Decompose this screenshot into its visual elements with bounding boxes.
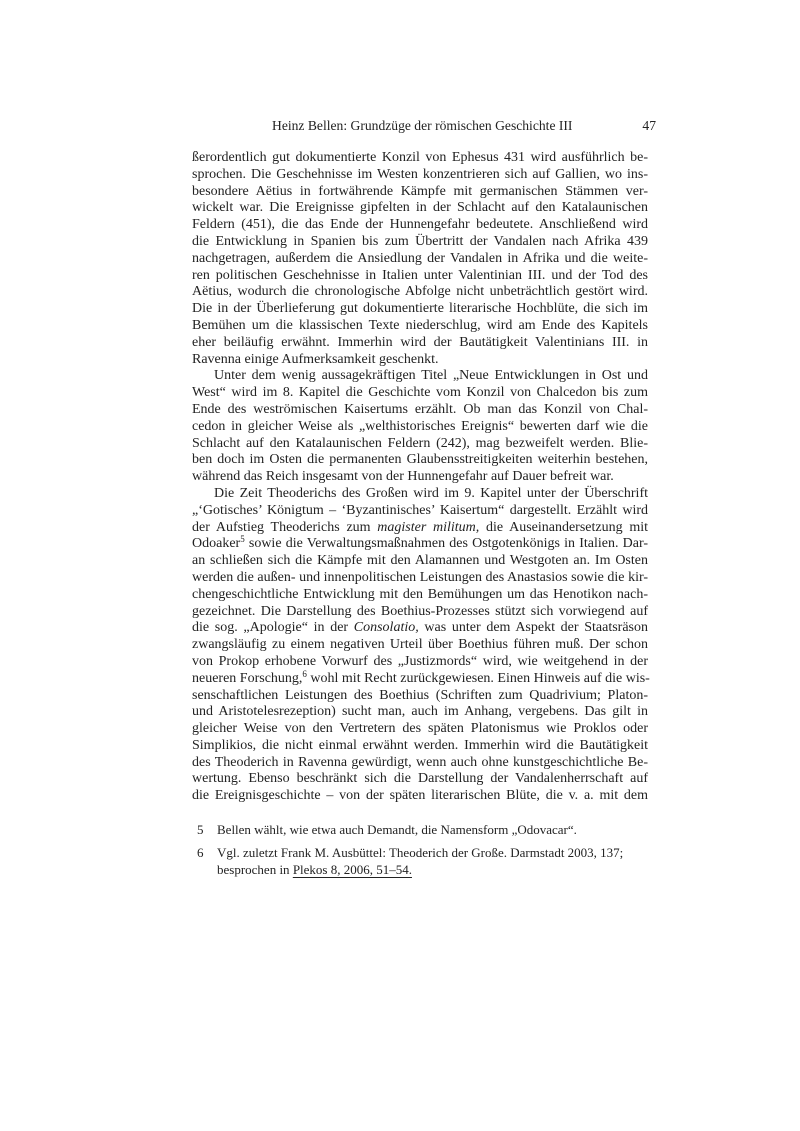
text-segment: cedon in gleicher Weise als „welthistorisches Ereignis“ bewerten darf wie die — [192, 418, 648, 434]
footnote-6 — [192, 844, 648, 878]
text-line — [192, 570, 648, 587]
text-line — [192, 436, 648, 453]
text-segment: Unter dem wenig aussagekräftigen Titel „Neue Entwicklungen in Ost und — [214, 368, 648, 384]
footnotes — [192, 821, 648, 878]
text-line — [192, 284, 648, 301]
text-segment: Ende des weströmischen Kaisertums erzählt. Ob man das Konzil von Chal- — [192, 401, 648, 417]
header-title: Heinz Bellen: Grundzüge der römischen Geschichte III — [272, 118, 573, 133]
text-line — [192, 704, 648, 721]
text-line — [192, 536, 648, 553]
text-line — [192, 688, 648, 705]
text-segment: sprochen. Die Geschehnisse im Westen konzentrieren sich auf Gallien, wo ins- — [192, 166, 648, 182]
text-segment: und Aristotelesrezeption) sucht man, auch im Anhang, vergebens. Das gilt in — [192, 704, 648, 720]
text-segment: ßerordentlich gut dokumentierte Konzil von Ephesus 431 wird ausführlich be- — [192, 150, 648, 165]
text-segment: werden die außen- und innenpolitischen Leistungen des Anastasios sowie die kir- — [192, 569, 648, 585]
text-line — [192, 520, 648, 537]
text-segment: Aëtius, wodurch die chronologische Abfolge nicht unbeträchtlich gestört wird. — [192, 284, 648, 300]
page-content — [192, 150, 648, 884]
text-line — [192, 771, 648, 788]
text-segment: Feldern (451), die das Ende der Hunnengefahr bedeutete. Anschließend wird — [192, 217, 648, 233]
text-segment: West“ wird im 8. Kapitel die Geschichte vom Konzil von Chalcedon bis zum — [192, 385, 648, 401]
text-line — [192, 637, 648, 654]
text-segment: während das Reich insgesamt von der Hunnengefahr auf Dauer befreit war. — [192, 469, 614, 485]
text-segment: gezeichnet. Die Darstellung des Boethius-Prozesses stützt sich vorwiegend auf — [192, 603, 648, 619]
text-line — [192, 402, 648, 419]
text-line — [192, 268, 648, 285]
footnote-marker[interactable]: 6 — [302, 668, 307, 679]
text-segment: besondere Aëtius in fortwährende Kämpfe mit germanischen Stämmen ver- — [192, 183, 648, 199]
body-text — [192, 150, 648, 805]
text-segment: die sog. „Apologie“ in der — [192, 620, 354, 636]
text-line — [192, 469, 648, 486]
text-segment: Die Zeit Theoderichs des Großen wird im 9. Kapitel unter der Überschrift — [214, 485, 648, 501]
text-line — [192, 318, 648, 335]
text-line — [192, 251, 648, 268]
text-segment: an schließen sich die Kämpfe mit den Alamannen und Westgoten an. Im Osten — [192, 553, 648, 569]
text-segment: ren politischen Geschehnisse in Italien unter Valentinian III. und der Tod des — [192, 267, 648, 283]
text-segment: Simplikios, die nicht einmal erwähnt werden. Immerhin wird die Bautätigkeit — [192, 737, 648, 753]
text-segment: senschaftlichen Leistungen des Boethius (Schriften zum Quadrivium; Platon- — [192, 687, 648, 703]
text-line — [192, 738, 648, 755]
italic-term: Consolatio, — [353, 620, 419, 636]
text-line — [192, 234, 648, 251]
text-line — [192, 587, 648, 604]
text-line — [192, 788, 648, 805]
footnote-number: 5 — [197, 822, 204, 838]
text-line — [192, 301, 648, 318]
text-segment: wickelt war. Die Ereignisse gipfelten in der Schlacht auf den Katalaunischen — [192, 200, 648, 216]
plekos-review-link[interactable]: Plekos 8, 2006, 51–54. — [292, 862, 412, 878]
text-line — [192, 385, 648, 402]
text-line — [192, 167, 648, 184]
text-line — [192, 217, 648, 234]
text-segment: die Entwicklung in Spanien bis zum Übertritt der Vandalen nach Afrika 439 — [192, 233, 648, 249]
text-line — [192, 200, 648, 217]
text-segment: der Aufstieg Theoderichs zum — [192, 519, 378, 535]
text-line — [192, 352, 648, 369]
text-line — [192, 335, 648, 352]
text-line — [192, 419, 648, 436]
text-segment: Odoaker — [192, 536, 241, 552]
text-segment: des Theoderich in Ravenna gewürdigt, wenn auch ohne kunstgeschichtliche Be- — [192, 754, 648, 770]
text-line — [192, 654, 648, 671]
footnote-marker[interactable]: 5 — [240, 534, 245, 545]
text-segment: die Auseinandersetzung mit — [479, 519, 648, 535]
text-segment: Schlacht auf den Katalaunischen Feldern (242), mag bezweifelt werden. Blie- — [192, 435, 648, 451]
text-segment: die Ereignisgeschichte – von der späten literarischen Blüte, die v. a. mit dem — [192, 788, 648, 804]
text-segment: von Prokop erhobene Vorwurf des „Justizmords“ wird, wie weitgehend in der — [192, 653, 648, 669]
text-segment: ben doch im Osten die permanenten Glaubensstreitigkeiten weiterhin bestehen, — [192, 452, 648, 468]
text-segment: wertung. Ebenso beschränkt sich die Darstellung der Vandalenherrschaft auf — [192, 771, 648, 787]
text-segment: gleicher Weise von den Vertretern des späten Platonismus wie Proklos oder — [192, 721, 648, 737]
text-segment: nachgetragen, außerdem die Ansiedlung der Vandalen in Afrika und die weite- — [192, 250, 648, 266]
text-segment: neueren Forschung, — [192, 670, 303, 686]
text-segment: sowie die Verwaltungsmaßnahmen des Ostgotenkönigs in Italien. Dar- — [244, 536, 648, 552]
footnote-text: Bellen wählt, wie etwa auch Demandt, die Namensform „Odovacar“. — [217, 822, 577, 838]
footnote-text: Vgl. zuletzt Frank M. Ausbüttel: Theoderich der Große. Darmstadt 2003, 137; — [217, 845, 624, 861]
text-line — [192, 668, 650, 688]
italic-term: magister militum, — [377, 519, 480, 535]
text-segment: chengeschichtliche Entwicklung mit den Bemühungen um das Henotikon nach- — [192, 586, 648, 602]
text-segment: Bemühen um die klassischen Texte niederschlug, wird am Ende des Kapitels — [192, 317, 648, 333]
text-line — [192, 755, 648, 772]
text-line — [192, 150, 648, 167]
text-line — [192, 486, 648, 503]
running-header — [192, 118, 656, 138]
text-segment: Die in der Überlieferung gut dokumentierte literarische Hochblüte, die sich im — [192, 301, 648, 317]
text-line — [192, 184, 648, 201]
text-segment: „‘Gotisches’ Königtum – ‘Byzantinisches’ Kaisertum“ dargestellt. Erzählt wird — [192, 502, 648, 518]
text-segment: wohl mit Recht zurückgewiesen. Einen Hinweis auf die wis- — [306, 670, 650, 686]
footnote-number: 6 — [197, 845, 204, 861]
footnote-5 — [192, 821, 648, 838]
text-line — [192, 503, 648, 520]
footnote-text-cont: besprochen in — [217, 862, 293, 878]
text-line — [192, 452, 648, 469]
text-segment: eher beiläufig erwähnt. Immerhin wird der Bautätigkeit Valentinians III. in — [192, 334, 648, 350]
page-number: 47 — [642, 118, 656, 133]
text-line — [192, 620, 648, 637]
text-segment: Ravenna einige Aufmerksamkeit geschenkt. — [192, 351, 439, 367]
text-line — [192, 604, 648, 621]
text-segment: zwangsläufig zu einem negativen Urteil über Boethius führen muß. Der schon — [192, 637, 648, 653]
text-line — [192, 721, 648, 738]
text-segment: was unter dem Aspekt der Staatsräson — [418, 620, 648, 636]
text-line — [192, 553, 648, 570]
text-line — [192, 368, 648, 385]
